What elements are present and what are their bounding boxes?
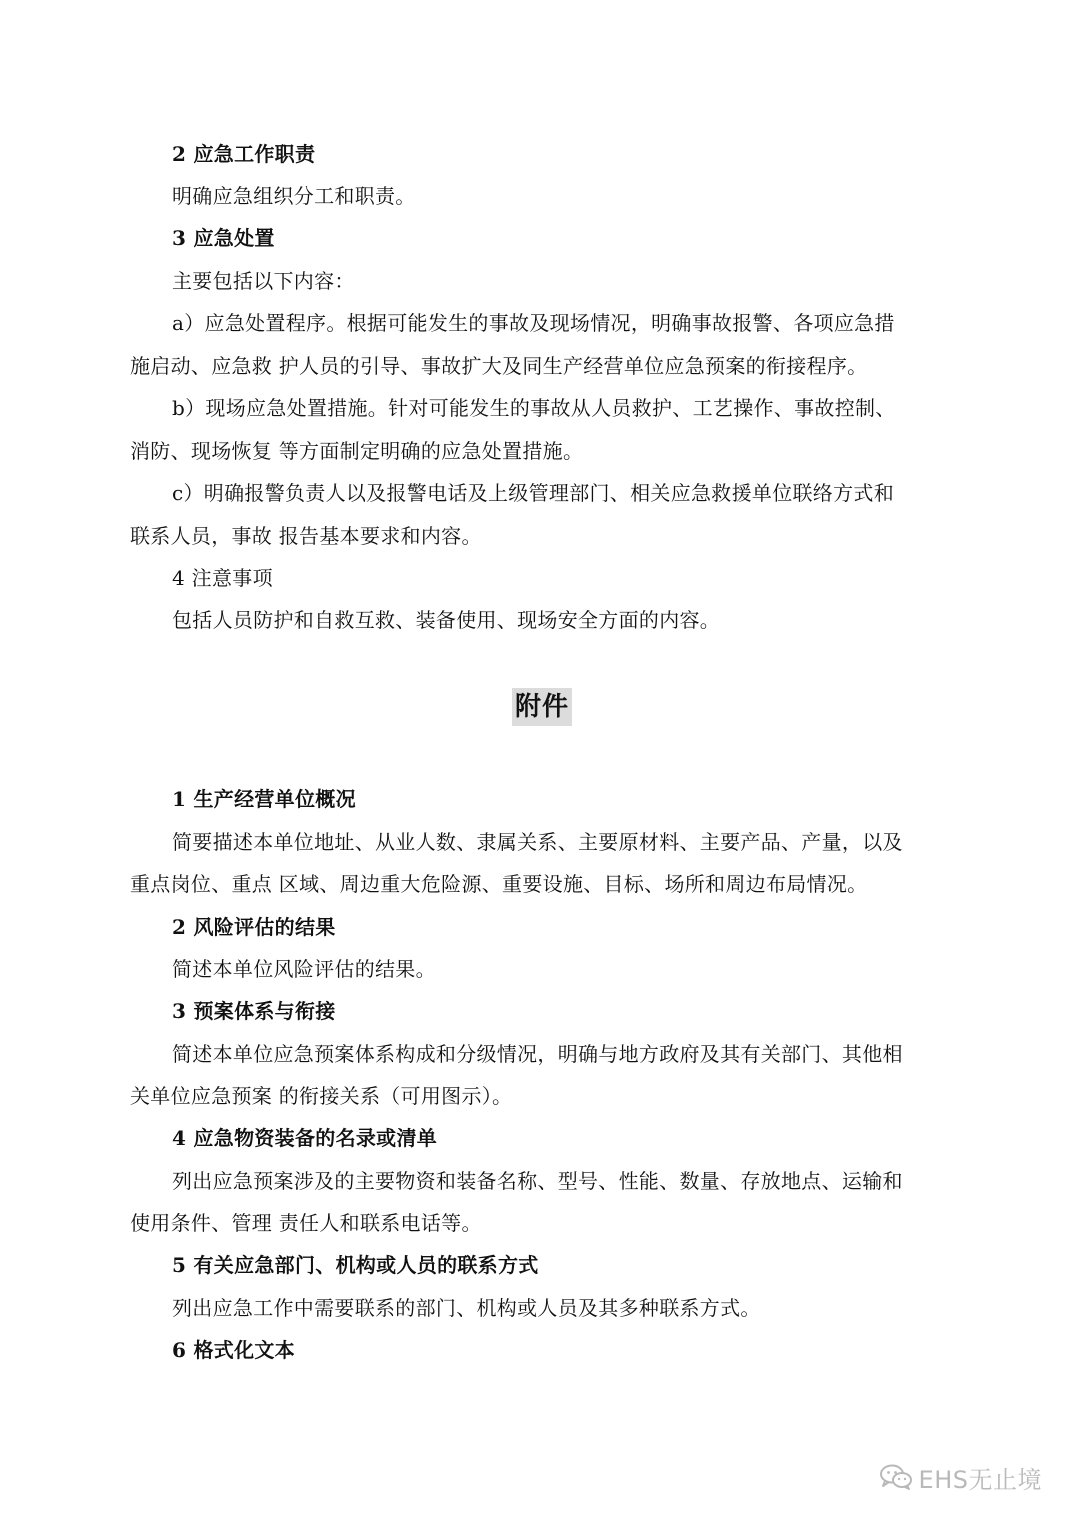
watermark [879,1462,1042,1492]
paragraph-line: 消防、现场恢复 等方面制定明确的应急处置措施。 [130,439,584,463]
paragraph-line: 简要描述本单位地址、从业人数、隶属关系、主要原材料、主要产品、产量，以及 [172,830,903,854]
heading-contacts: 5 有关应急部门、机构或人员的联系方式 [172,1253,539,1277]
paragraph-line: 包括人员防护和自救互救、装备使用、现场安全方面的内容。 [172,608,721,632]
paragraph-line: 关单位应急预案 的衔接关系（可用图示）。 [130,1084,513,1108]
paragraph-line: 列出应急预案涉及的主要物资和装备名称、型号、性能、数量、存放地点、运输和 [172,1169,903,1193]
paragraph-line: a）应急处置程序。根据可能发生的事故及现场情况，明确事故报警、各项应急措 [172,311,895,335]
paragraph-line: 重点岗位、重点 区域、周边重大危险源、重要设施、目标、场所和周边布局情况。 [130,872,868,896]
heading-equipment-list: 4 应急物资装备的名录或清单 [172,1126,438,1150]
heading-emergency-duties: 2 应急工作职责 [172,142,316,166]
section-title-appendix: 附件 [512,688,572,726]
heading-risk-assessment: 2 风险评估的结果 [172,915,336,939]
heading-formatted-text: 6 格式化文本 [172,1338,295,1362]
paragraph-line: 明确应急组织分工和职责。 [172,184,416,208]
paragraph-line: 使用条件、管理 责任人和联系电话等。 [130,1211,482,1235]
heading-plan-system: 3 预案体系与衔接 [172,999,336,1023]
heading-notes: 4 注意事项 [172,566,273,590]
paragraph-line: b）现场应急处置措施。针对可能发生的事故从人员救护、工艺操作、事故控制、 [172,396,896,420]
paragraph-line: 简述本单位应急预案体系构成和分级情况，明确与地方政府及其有关部门、其他相 [172,1042,903,1066]
paragraph-line: c）明确报警负责人以及报警电话及上级管理部门、相关应急救援单位联络方式和 [172,481,895,505]
wechat-icon [879,1463,913,1491]
paragraph-line: 主要包括以下内容： [172,269,355,293]
heading-emergency-response: 3 应急处置 [172,226,275,250]
paragraph-line: 列出应急工作中需要联系的部门、机构或人员及其多种联系方式。 [172,1296,761,1320]
heading-unit-overview: 1 生产经营单位概况 [172,787,356,811]
paragraph-line: 简述本单位风险评估的结果。 [172,957,436,981]
paragraph-line: 施启动、应急救 护人员的引导、事故扩大及同生产经营单位应急预案的衔接程序。 [130,354,868,378]
paragraph-line: 联系人员，事故 报告基本要求和内容。 [130,524,482,548]
watermark-text: EHS无止境 [918,1465,1042,1494]
